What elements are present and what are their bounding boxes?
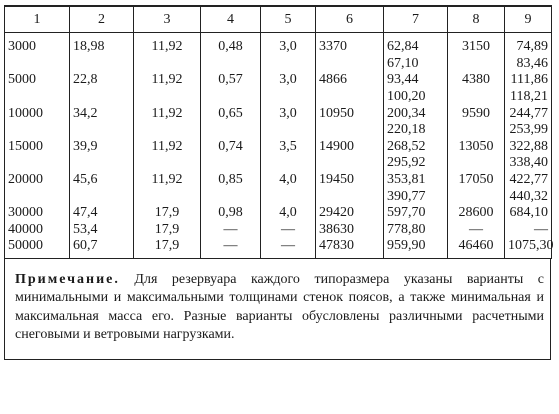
table-cell: 0,48 — [201, 33, 261, 56]
table-cell — [316, 56, 384, 73]
table-cell: 3,0 — [261, 72, 316, 89]
table-cell: 3000 — [5, 33, 70, 56]
table-cell: 20000 — [5, 172, 70, 189]
table-cell — [201, 89, 261, 106]
table-cell: 440,32 — [505, 188, 552, 205]
table-cell: 29420 — [316, 205, 384, 222]
table-cell — [134, 188, 201, 205]
table-cell: 3150 — [448, 33, 505, 56]
column-header: 4 — [201, 6, 261, 33]
table-row — [5, 105, 552, 122]
table-row — [5, 139, 552, 156]
table-cell: 353,81 — [384, 172, 448, 189]
table-row — [5, 205, 552, 222]
table-cell — [5, 89, 70, 106]
table-cell — [70, 122, 134, 139]
table-cell: 83,46 — [505, 56, 552, 73]
table-cell: 40000 — [5, 222, 70, 239]
table-cell: 322,88 — [505, 139, 552, 156]
table-cell — [261, 122, 316, 139]
table-cell: 50000 — [5, 238, 70, 258]
table-cell: 67,10 — [384, 56, 448, 73]
table-cell — [261, 155, 316, 172]
table-row — [5, 222, 552, 239]
table-cell — [134, 89, 201, 106]
data-table — [4, 5, 552, 259]
table-cell — [201, 122, 261, 139]
table-cell: 0,98 — [201, 205, 261, 222]
table-cell: 253,99 — [505, 122, 552, 139]
table-cell — [201, 56, 261, 73]
table-cell: 0,57 — [201, 72, 261, 89]
table-cell: 597,70 — [384, 205, 448, 222]
table-cell — [448, 56, 505, 73]
table-note — [4, 259, 551, 360]
table-cell: 4,0 — [261, 172, 316, 189]
table-cell: 11,92 — [134, 33, 201, 56]
table-cell — [316, 155, 384, 172]
note-text: Для резервуара каждого типоразмера указаны варианты с минимальными и максимальными толщинами стенок поясов, а также минимальная и максимальная масса его. Разные варианты обусловлены различными расчетными снеговыми и ветровыми нагрузками. — [15, 271, 544, 343]
table-cell — [5, 122, 70, 139]
table-cell — [448, 122, 505, 139]
table-cell — [70, 56, 134, 73]
table-cell — [316, 188, 384, 205]
table-cell: 3370 — [316, 33, 384, 56]
table-cell: 11,92 — [134, 105, 201, 122]
table-cell: 684,10 — [505, 205, 552, 222]
table-cell: 10000 — [5, 105, 70, 122]
table-cell: 244,77 — [505, 105, 552, 122]
table-cell: 47,4 — [70, 205, 134, 222]
table-cell: 47830 — [316, 238, 384, 258]
column-header: 8 — [448, 6, 505, 33]
table-cell: 38630 — [316, 222, 384, 239]
table-body — [5, 33, 552, 259]
table-cell: 93,44 — [384, 72, 448, 89]
table-cell: 13050 — [448, 139, 505, 156]
table-cell: 3,0 — [261, 33, 316, 56]
table-cell — [448, 188, 505, 205]
column-header: 6 — [316, 6, 384, 33]
table-cell: 53,4 — [70, 222, 134, 239]
column-header: 2 — [70, 6, 134, 33]
table-cell: 28600 — [448, 205, 505, 222]
table-row — [5, 89, 552, 106]
column-header: 3 — [134, 6, 201, 33]
table-cell: 295,92 — [384, 155, 448, 172]
column-header: 9 — [505, 6, 552, 33]
table-cell: 39,9 — [70, 139, 134, 156]
table-cell: 11,92 — [134, 172, 201, 189]
table-cell: 14900 — [316, 139, 384, 156]
table-cell: — — [261, 238, 316, 258]
table-cell: 118,21 — [505, 89, 552, 106]
table-cell: 34,2 — [70, 105, 134, 122]
table-cell: 959,90 — [384, 238, 448, 258]
table-row — [5, 155, 552, 172]
table-cell: 100,20 — [384, 89, 448, 106]
table-cell: 30000 — [5, 205, 70, 222]
column-header: 7 — [384, 6, 448, 33]
table-cell: 1075,30 — [505, 238, 552, 258]
table-cell: 17,9 — [134, 238, 201, 258]
table-cell: 11,92 — [134, 72, 201, 89]
table-cell: 0,65 — [201, 105, 261, 122]
table-row — [5, 56, 552, 73]
table-row — [5, 188, 552, 205]
header-row — [5, 6, 552, 33]
table-cell — [5, 188, 70, 205]
table-cell: 111,86 — [505, 72, 552, 89]
table-cell: 22,8 — [70, 72, 134, 89]
table-cell — [70, 155, 134, 172]
table-cell: 17050 — [448, 172, 505, 189]
table-cell: 778,80 — [384, 222, 448, 239]
table-cell: 338,40 — [505, 155, 552, 172]
table-cell — [134, 155, 201, 172]
table-cell: 390,77 — [384, 188, 448, 205]
table-cell — [134, 56, 201, 73]
table-cell: 5000 — [5, 72, 70, 89]
table-cell: — — [201, 238, 261, 258]
table-row — [5, 172, 552, 189]
table-cell — [5, 56, 70, 73]
table-row — [5, 72, 552, 89]
table-cell: 4866 — [316, 72, 384, 89]
table-cell — [448, 155, 505, 172]
table-cell — [5, 155, 70, 172]
table-cell: 4,0 — [261, 205, 316, 222]
table-cell — [261, 56, 316, 73]
table-cell: 3,0 — [261, 105, 316, 122]
table-cell: 268,52 — [384, 139, 448, 156]
table-row — [5, 122, 552, 139]
column-header: 1 — [5, 6, 70, 33]
table-cell: 0,74 — [201, 139, 261, 156]
table-row — [5, 238, 552, 258]
table-cell: 3,5 — [261, 139, 316, 156]
table-cell: — — [201, 222, 261, 239]
table-cell: 200,34 — [384, 105, 448, 122]
table-cell: 10950 — [316, 105, 384, 122]
table-cell — [134, 122, 201, 139]
table-cell — [448, 89, 505, 106]
table-cell: 422,77 — [505, 172, 552, 189]
table-cell — [70, 89, 134, 106]
table-cell: — — [505, 222, 552, 239]
table-cell: 74,89 — [505, 33, 552, 56]
table-cell — [201, 188, 261, 205]
table-cell: — — [261, 222, 316, 239]
note-label: Примечание. — [15, 271, 120, 287]
table-cell: 17,9 — [134, 222, 201, 239]
table-cell — [201, 155, 261, 172]
table-cell: 11,92 — [134, 139, 201, 156]
table-cell — [316, 89, 384, 106]
document-page — [4, 5, 554, 409]
table-cell: — — [448, 222, 505, 239]
column-header: 5 — [261, 6, 316, 33]
table-cell: 4380 — [448, 72, 505, 89]
table-cell: 19450 — [316, 172, 384, 189]
table-cell — [261, 188, 316, 205]
table-cell: 45,6 — [70, 172, 134, 189]
table-cell: 62,84 — [384, 33, 448, 56]
table-cell: 18,98 — [70, 33, 134, 56]
table-cell: 17,9 — [134, 205, 201, 222]
table-cell: 0,85 — [201, 172, 261, 189]
table-row — [5, 33, 552, 56]
table-cell: 220,18 — [384, 122, 448, 139]
table-cell: 9590 — [448, 105, 505, 122]
table-cell — [261, 89, 316, 106]
table-cell: 15000 — [5, 139, 70, 156]
table-cell — [316, 122, 384, 139]
table-cell: 46460 — [448, 238, 505, 258]
table-cell — [70, 188, 134, 205]
table-cell: 60,7 — [70, 238, 134, 258]
